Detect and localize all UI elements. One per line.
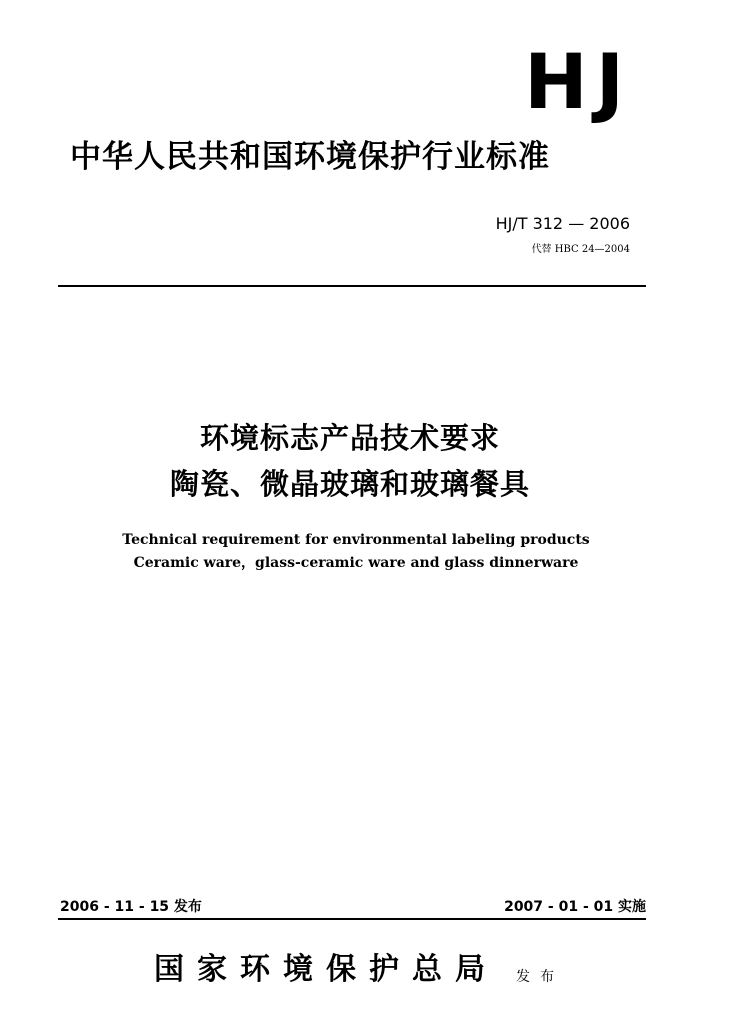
effective-date: 2007 - 01 - 01 实施: [504, 899, 646, 915]
bottom-divider: [58, 918, 646, 920]
hj-logo: HJ: [524, 37, 632, 126]
publisher-name: 国家环境保护总局: [154, 952, 498, 987]
english-title-line-1: Technical requirement for environmental labeling products: [122, 532, 590, 548]
replaces-note: 代替 HBC 24—2004: [531, 244, 630, 255]
document-title-line-2: 陶瓷、微晶玻璃和玻璃餐具: [169, 467, 530, 501]
publish-label: 发布: [516, 969, 564, 985]
english-title-line-2: Ceramic ware，glass-ceramic ware and glass dinnerware: [133, 555, 579, 571]
standard-title: 中华人民共和国环境保护行业标准: [70, 139, 550, 175]
document-title-line-1: 环境标志产品技术要求: [199, 421, 500, 455]
standard-code: HJ/T 312 — 2006: [495, 214, 630, 233]
issued-date: 2006 - 11 - 15 发布: [60, 899, 202, 915]
top-divider: [58, 285, 646, 287]
